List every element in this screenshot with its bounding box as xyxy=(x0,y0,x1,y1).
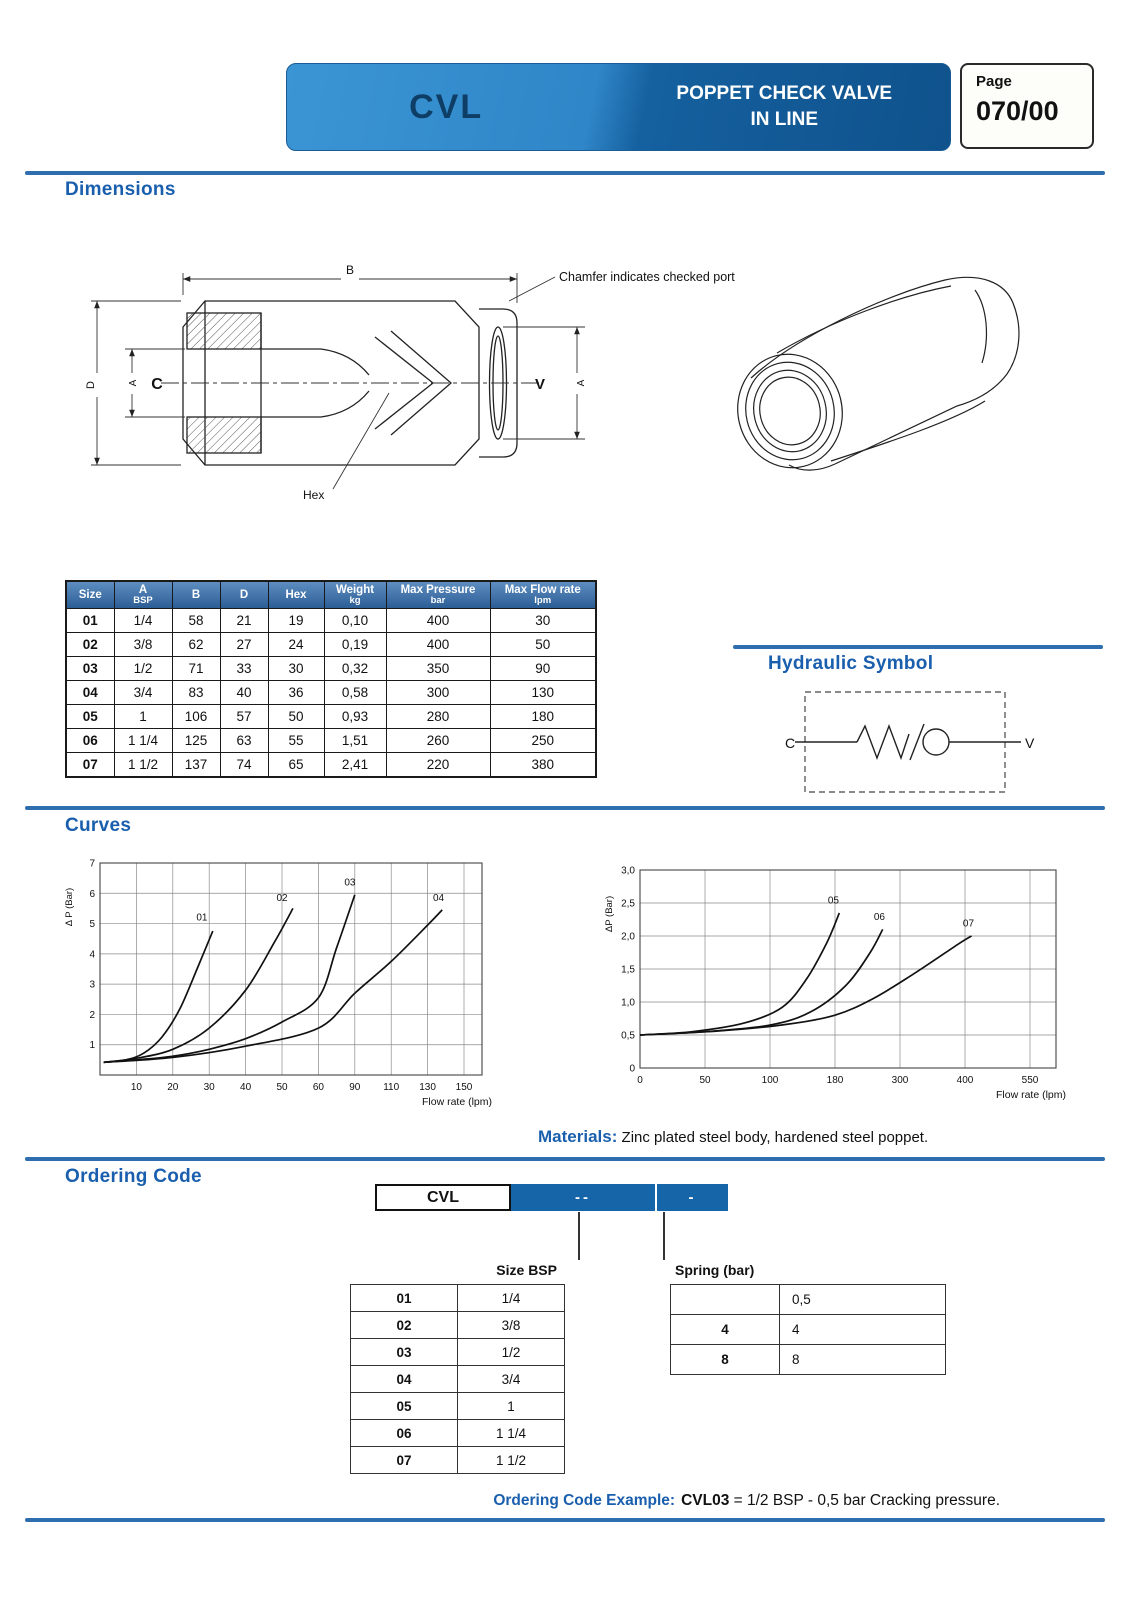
ordering-size-box: -- xyxy=(511,1184,655,1211)
table-cell: 33 xyxy=(220,657,268,681)
size-table-header: Size BSP xyxy=(496,1262,557,1278)
table-cell: 03 xyxy=(66,657,114,681)
chamfer-note: Chamfer indicates checked port xyxy=(559,270,735,284)
section-heading-curves: Curves xyxy=(65,815,132,836)
port-c-label: C xyxy=(151,376,163,393)
banner-title-line1: POPPET CHECK VALVE xyxy=(676,83,893,105)
header-banner xyxy=(286,63,951,151)
table-cell: 04 xyxy=(351,1366,458,1393)
column-header: Max Flow rate lpm xyxy=(490,581,596,609)
table-cell: 280 xyxy=(386,705,490,729)
table-row xyxy=(351,1285,565,1312)
dim-b-label: B xyxy=(345,263,355,277)
table-cell: 19 xyxy=(268,609,324,633)
curve-label-01: 01 xyxy=(196,912,208,924)
table-cell: 24 xyxy=(268,633,324,657)
table-cell: 1/4 xyxy=(114,609,172,633)
svg-text:10: 10 xyxy=(130,1082,142,1093)
table-cell: 3/8 xyxy=(458,1312,565,1339)
grid xyxy=(640,870,1056,1068)
svg-text:20: 20 xyxy=(167,1082,179,1093)
svg-text:1,5: 1,5 xyxy=(621,964,635,976)
table-cell: 05 xyxy=(66,705,114,729)
curve-02 xyxy=(104,908,293,1062)
table-row xyxy=(671,1345,946,1375)
svg-text:110: 110 xyxy=(383,1082,400,1093)
curve-07 xyxy=(640,936,972,1035)
dim-a-right-label: A xyxy=(576,379,587,387)
curves-chart-sizes-05-07 xyxy=(600,858,1070,1110)
ordering-code-boxes xyxy=(375,1184,728,1211)
divider-bottom xyxy=(25,1518,1105,1522)
y-axis-title: ΔP (Bar) xyxy=(604,895,615,933)
table-cell: 30 xyxy=(268,657,324,681)
table-cell: 01 xyxy=(66,609,114,633)
ordering-prefix-box: CVL xyxy=(375,1184,511,1211)
table-cell: 36 xyxy=(268,681,324,705)
size-bsp-table xyxy=(350,1284,565,1474)
table-cell: 74 xyxy=(220,753,268,778)
banner-title-line2: IN LINE xyxy=(750,109,819,130)
curve-label-06: 06 xyxy=(873,911,885,923)
table-row xyxy=(66,633,596,657)
hydraulic-symbol xyxy=(783,686,1039,798)
valve-3d-drawing xyxy=(726,277,1019,479)
table-cell: 1 1/2 xyxy=(458,1447,565,1474)
table-cell: 1 1/2 xyxy=(114,753,172,778)
table-row xyxy=(351,1393,565,1420)
table-cell: 63 xyxy=(220,729,268,753)
table-row xyxy=(671,1285,946,1315)
svg-text:6: 6 xyxy=(89,888,95,900)
curves-chart-sizes-01-04 xyxy=(60,851,496,1117)
table-row xyxy=(351,1447,565,1474)
ordering-example-code: CVL03 xyxy=(681,1492,730,1509)
x-axis-title: Flow rate (lpm) xyxy=(995,1089,1066,1101)
svg-text:130: 130 xyxy=(419,1082,436,1093)
table-row xyxy=(671,1315,946,1345)
table-cell: 90 xyxy=(490,657,596,681)
dimension-lines xyxy=(91,273,585,489)
banner-title xyxy=(619,64,951,150)
svg-text:3: 3 xyxy=(89,979,95,991)
symbol-port-c-label: C xyxy=(785,735,796,751)
column-header: B xyxy=(172,581,220,609)
table-cell: 06 xyxy=(66,729,114,753)
materials-label: Materials: xyxy=(538,1127,618,1146)
table-cell xyxy=(671,1285,780,1315)
y-axis-title: Δ P (Bar) xyxy=(64,887,75,927)
table-cell: 3/4 xyxy=(458,1366,565,1393)
table-cell: 62 xyxy=(172,633,220,657)
table-cell: 350 xyxy=(386,657,490,681)
table-cell: 50 xyxy=(268,705,324,729)
svg-text:0,5: 0,5 xyxy=(621,1030,635,1042)
curve-01 xyxy=(104,931,213,1062)
table-cell: 1/2 xyxy=(114,657,172,681)
svg-text:100: 100 xyxy=(761,1075,779,1086)
materials-text: Zinc plated steel body, hardened steel poppet. xyxy=(617,1129,929,1146)
connector-size xyxy=(578,1212,580,1260)
table-cell: 260 xyxy=(386,729,490,753)
curve-label-02: 02 xyxy=(276,892,288,904)
table-cell: 4 xyxy=(671,1315,780,1345)
table-cell: 1 1/4 xyxy=(458,1420,565,1447)
svg-text:60: 60 xyxy=(312,1082,324,1093)
table-cell: 8 xyxy=(671,1345,780,1375)
ordering-example-text: = 1/2 BSP - 0,5 bar Cracking pressure. xyxy=(729,1492,1000,1509)
table-cell: 220 xyxy=(386,753,490,778)
svg-text:7: 7 xyxy=(89,858,95,870)
table-cell: 55 xyxy=(268,729,324,753)
table-row xyxy=(351,1366,565,1393)
column-header: Hex xyxy=(268,581,324,609)
table-cell: 125 xyxy=(172,729,220,753)
svg-text:2,5: 2,5 xyxy=(621,898,635,910)
table-row xyxy=(351,1420,565,1447)
table-cell: 71 xyxy=(172,657,220,681)
table-cell: 250 xyxy=(490,729,596,753)
connector-spring xyxy=(663,1212,665,1260)
table-row xyxy=(66,705,596,729)
dimensions-drawing xyxy=(35,233,1095,563)
spring-table xyxy=(670,1284,946,1375)
svg-text:40: 40 xyxy=(240,1082,252,1093)
svg-text:300: 300 xyxy=(891,1075,909,1086)
table-row xyxy=(66,729,596,753)
table-cell: 65 xyxy=(268,753,324,778)
svg-text:50: 50 xyxy=(699,1075,711,1086)
table-cell: 4 xyxy=(780,1315,946,1345)
port-v-label: V xyxy=(534,376,546,393)
divider-hydraulic xyxy=(733,645,1103,649)
ordering-example xyxy=(493,1492,1000,1510)
table-cell: 137 xyxy=(172,753,220,778)
divider-ordering xyxy=(25,1157,1105,1161)
table-cell: 27 xyxy=(220,633,268,657)
table-cell: 0,10 xyxy=(324,609,386,633)
svg-text:0: 0 xyxy=(637,1075,643,1086)
hex-label: Hex xyxy=(303,488,325,502)
table-cell: 400 xyxy=(386,609,490,633)
table-cell: 06 xyxy=(351,1420,458,1447)
divider-curves xyxy=(25,806,1105,810)
table-cell: 02 xyxy=(66,633,114,657)
table-cell: 380 xyxy=(490,753,596,778)
table-cell: 0,58 xyxy=(324,681,386,705)
curve-03 xyxy=(104,892,355,1063)
table-row xyxy=(66,681,596,705)
table-cell: 2,41 xyxy=(324,753,386,778)
dimensions-table xyxy=(65,580,597,778)
spring-table-header: Spring (bar) xyxy=(675,1262,755,1278)
page-label: Page xyxy=(976,73,1012,90)
product-code: CVL xyxy=(409,87,484,126)
svg-text:150: 150 xyxy=(455,1082,473,1093)
table-cell: 0,32 xyxy=(324,657,386,681)
table-cell: 02 xyxy=(351,1312,458,1339)
svg-text:90: 90 xyxy=(349,1082,361,1093)
column-header: Weight kg xyxy=(324,581,386,609)
curve-label-05: 05 xyxy=(827,895,839,907)
materials-note xyxy=(538,1127,928,1147)
ordering-spring-box: - xyxy=(655,1184,728,1211)
ordering-example-label: Ordering Code Example: xyxy=(493,1492,676,1509)
table-cell: 1/2 xyxy=(458,1339,565,1366)
dim-a-left-label: A xyxy=(128,379,139,387)
table-cell: 3/8 xyxy=(114,633,172,657)
column-header: D xyxy=(220,581,268,609)
table-cell: 58 xyxy=(172,609,220,633)
table-cell: 180 xyxy=(490,705,596,729)
table-cell: 400 xyxy=(386,633,490,657)
table-cell: 07 xyxy=(66,753,114,778)
svg-text:30: 30 xyxy=(203,1082,215,1093)
table-cell: 01 xyxy=(351,1285,458,1312)
column-header: A BSP xyxy=(114,581,172,609)
svg-text:2,0: 2,0 xyxy=(621,931,635,943)
table-cell: 21 xyxy=(220,609,268,633)
svg-text:180: 180 xyxy=(826,1075,844,1086)
svg-text:4: 4 xyxy=(89,949,95,961)
table-cell: 106 xyxy=(172,705,220,729)
curve-label-03: 03 xyxy=(344,877,356,889)
table-cell: 1 1/4 xyxy=(114,729,172,753)
table-cell: 04 xyxy=(66,681,114,705)
svg-text:2: 2 xyxy=(89,1009,95,1021)
table-row xyxy=(66,609,596,633)
curve-label-07: 07 xyxy=(962,918,975,930)
svg-text:550: 550 xyxy=(1021,1075,1039,1086)
table-cell: 3/4 xyxy=(114,681,172,705)
table-cell: 1/4 xyxy=(458,1285,565,1312)
section-heading-hydraulic-symbol: Hydraulic Symbol xyxy=(768,653,934,674)
check-valve-symbol xyxy=(795,724,1021,760)
table-cell: 83 xyxy=(172,681,220,705)
table-cell: 05 xyxy=(351,1393,458,1420)
table-cell: 57 xyxy=(220,705,268,729)
table-cell: 130 xyxy=(490,681,596,705)
table-cell: 1 xyxy=(458,1393,565,1420)
table-cell: 0,93 xyxy=(324,705,386,729)
table-cell: 8 xyxy=(780,1345,946,1375)
table-row xyxy=(351,1339,565,1366)
table-cell: 50 xyxy=(490,633,596,657)
table-cell: 1 xyxy=(114,705,172,729)
column-header: Size xyxy=(66,581,114,609)
curve-06 xyxy=(640,929,883,1035)
section-heading-ordering-code: Ordering Code xyxy=(65,1166,202,1187)
page-number: 070/00 xyxy=(976,96,1059,126)
table-cell: 300 xyxy=(386,681,490,705)
dim-d-label: D xyxy=(85,381,97,389)
table-cell: 07 xyxy=(351,1447,458,1474)
table-cell: 30 xyxy=(490,609,596,633)
table-cell: 0,5 xyxy=(780,1285,946,1315)
svg-text:1: 1 xyxy=(89,1040,95,1052)
divider-top xyxy=(25,171,1105,175)
table-cell: 40 xyxy=(220,681,268,705)
curve-05 xyxy=(640,913,839,1035)
svg-text:3,0: 3,0 xyxy=(621,865,635,877)
svg-text:50: 50 xyxy=(276,1082,288,1093)
table-row xyxy=(66,753,596,778)
section-heading-dimensions: Dimensions xyxy=(65,179,176,200)
curve-label-04: 04 xyxy=(432,892,445,904)
svg-text:5: 5 xyxy=(89,919,95,931)
table-header-row xyxy=(66,581,596,609)
x-axis-title: Flow rate (lpm) xyxy=(421,1096,492,1108)
svg-text:0: 0 xyxy=(629,1063,635,1075)
table-cell: 1,51 xyxy=(324,729,386,753)
symbol-port-v-label: V xyxy=(1025,735,1035,751)
svg-text:1,0: 1,0 xyxy=(621,997,635,1009)
svg-text:400: 400 xyxy=(956,1075,974,1086)
table-row xyxy=(66,657,596,681)
table-cell: 0,19 xyxy=(324,633,386,657)
column-header: Max Pressure bar xyxy=(386,581,490,609)
page-box xyxy=(960,63,1094,149)
table-row xyxy=(351,1312,565,1339)
table-cell: 03 xyxy=(351,1339,458,1366)
